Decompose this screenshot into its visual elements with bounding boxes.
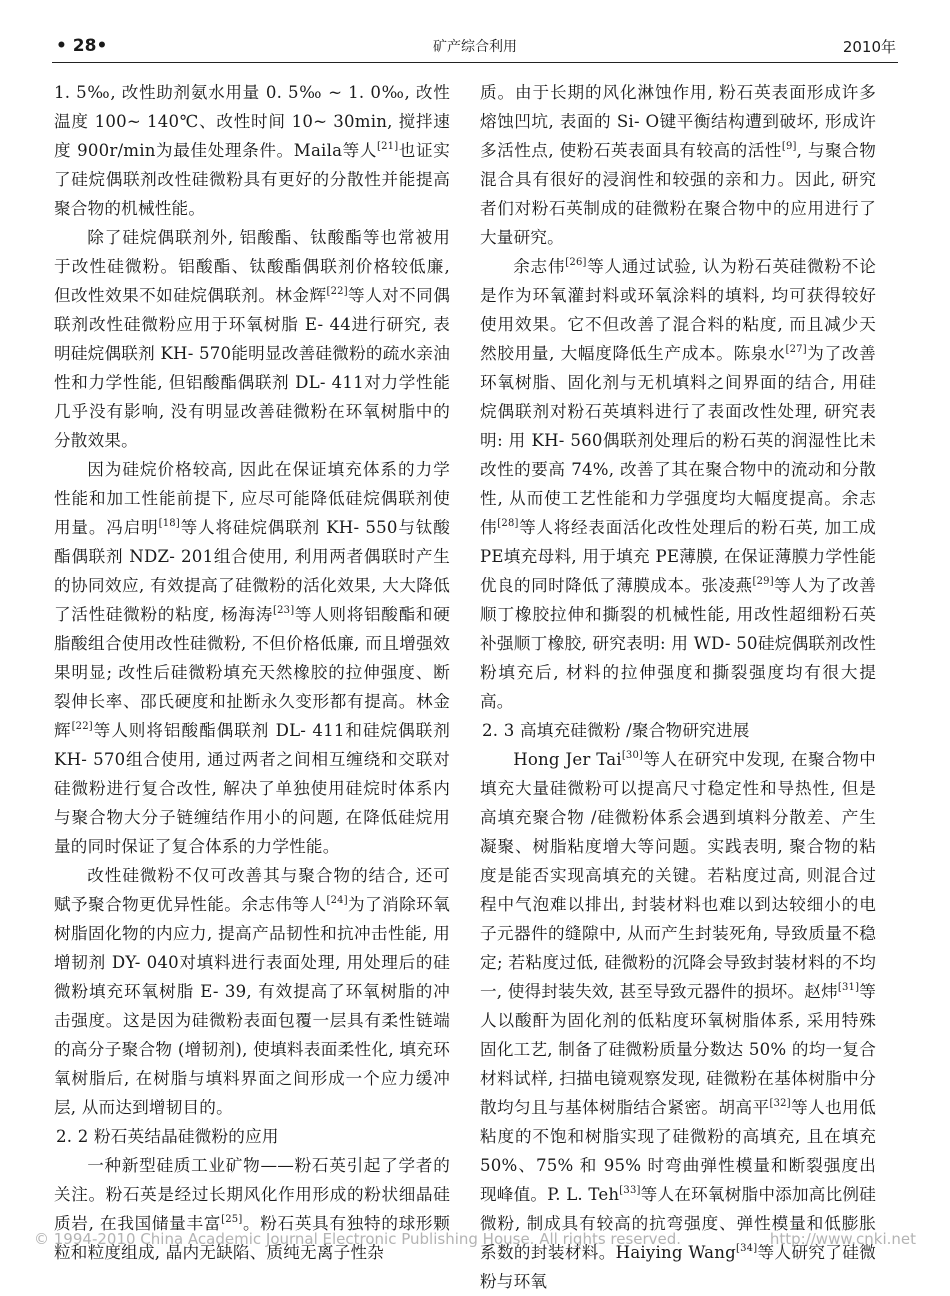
citation-ref: [30] xyxy=(621,750,644,761)
journal-title: 矿产综合利用 xyxy=(433,39,517,55)
page-header xyxy=(52,28,898,63)
citation-ref: [31] xyxy=(837,982,860,993)
paragraph: 一种新型硅质工业矿物——粉石英引起了学者的关注。粉石英是经过长期风化作用形成的粉状细晶硅质岩, 在我国储量丰富[25]。粉石英具有独特的球形颗粒和粒度组成, 晶内无缺陷、质纯无离子性杂 xyxy=(54,1156,451,1262)
citation-ref: [28] xyxy=(497,518,519,529)
citation-ref: [21] xyxy=(377,141,399,152)
left-column xyxy=(54,78,450,1267)
citation-ref: [18] xyxy=(158,518,180,529)
citation-ref: [9] xyxy=(781,141,797,152)
copyright-notice: © 1994-2010 China Academic Journal Electronic Publishing House. All rights reserved. xyxy=(34,1230,682,1248)
publication-year: 2010年 xyxy=(842,38,896,56)
citation-ref: [34] xyxy=(735,1243,758,1254)
citation-ref: [23] xyxy=(273,605,295,616)
paragraph: Hong Jer Tai[30]等人在研究中发现, 在聚合物中填充大量硅微粉可以提高尺寸稳定性和导热性, 但是高填充聚合物 /硅微粉体系会遇到填料分散差、产生凝聚、树脂粘度增大等问题。实践表明, 聚合物的粘度是能否实现高填充的关键。若粘度过高, 则混合过程中气泡难以排出, 封装材料也难以到达较细小的电子元器件的缝隙中, 从而产生封装死角, 导致质量不稳定; 若粘度过低, 硅微粉的沉降会导致封装材料的不均一, 使得封装失效, 甚至导致元器件的损坏。赵炜[31]等人以酸酐为固化剂的低粘度环氧树脂体系, 采用特殊固化工艺, 制备了硅微粉质量分数达 50% 的均一复合材料试样, 扫描电镜观察发现, 硅微粉在基体树脂中分散均匀且与基体树脂结合紧密。胡高平[32]等人也用低粘度的不饱和树脂实现了硅微粉的高填充, 且在填充 50%、75% 和 95% 时弯曲弹性模量和断裂强度出现峰值。P. L. Teh[33]等人在环氧树脂中添加高比例硅微粉, 制成具有较高的抗弯强度、弹性模量和低膨胀系数的封装材料。Haiying Wang[34]等人研究了硅微粉与环氧 xyxy=(480,750,877,1291)
citation-ref: [32] xyxy=(769,1098,791,1109)
citation-ref: [25] xyxy=(221,1214,243,1225)
citation-ref: [29] xyxy=(752,576,774,587)
citation-ref: [33] xyxy=(619,1185,641,1196)
paragraph: 质。由于长期的风化淋蚀作用, 粉石英表面形成许多熔蚀凹坑, 表面的 Si- O键平衡结构遭到破坏, 形成许多活性点, 使粉石英表面具有较高的活性[9], 与聚合物混合具有很好的浸润性和较强的亲和力。因此, 研究者们对粉石英制成的硅微粉在聚合物中的应用进行了大量研究。 xyxy=(480,83,876,247)
paragraph: 改性硅微粉不仅可改善其与聚合物的结合, 还可赋予聚合物更优异性能。余志伟等人[24]为了消除环氧树脂固化物的内应力, 提高产品韧性和抗冲击性能, 用增韧剂 DY- 040对填料进行表面处理, 用处理后的硅微粉填充环氧树脂 E- 39, 有效提高了环氧树脂的冲击强度。这是因为硅微粉表面包覆一层具有柔性链端的高分子聚合物 (增韧剂), 使填料表面柔性化, 填充环氧树脂后, 在树脂与填料界面之间形成一个应力缓冲层, 从而达到增韧目的。 xyxy=(54,866,450,1117)
paragraph: 1. 5‰, 改性助剂氨水用量 0. 5‰ ~ 1. 0‰, 改性温度 100~ 140℃、改性时间 10~ 30min, 搅拌速度 900r/min为最佳处理条件。Maila等人[21]也证实了硅烷偶联剂改性硅微粉具有更好的分散性并能提高聚合物的机械性能。 xyxy=(54,83,450,218)
page-number: • 28• xyxy=(56,36,108,56)
paragraph: 余志伟[26]等人通过试验, 认为粉石英硅微粉不论是作为环氧灌封料或环氧涂料的填料, 均可获得较好使用效果。它不但改善了混合料的粘度, 而且减少天然胶用量, 大幅度降低生产成本。陈泉水[27]为了改善环氧树脂、固化剂与无机填料之间界面的结合, 用硅烷偶联剂对粉石英填料进行了表面改性处理, 研究表明: 用 KH- 560偶联剂处理后的粉石英的润湿性比未改性的要高 74%, 改善了其在聚合物中的流动和分散性, 从而使工艺性能和力学强度均大幅度提高。余志伟[28]等人将经表面活化改性处理后的粉石英, 加工成 PE填充母料, 用于填充 PE薄膜, 在保证薄膜力学性能优良的同时降低了薄膜成本。张凌燕[29]等人为了改善顺丁橡胶拉伸和撕裂的机械性能, 用改性超细粉石英补强顺丁橡胶, 研究表明: 用 WD- 50硅烷偶联剂改性粉填充后, 材料的拉伸强度和撕裂强度均有很大提高。 xyxy=(480,257,876,711)
paragraph: 除了硅烷偶联剂外, 铝酸酯、钛酸酯等也常被用于改性硅微粉。铝酸酯、钛酸酯偶联剂价格较低廉, 但改性效果不如硅烷偶联剂。林金辉[22]等人对不同偶联剂改性硅微粉应用于环氧树脂 E- 44进行研究, 表明硅烷偶联剂 KH- 570能明显改善硅微粉的疏水亲油性和力学性能, 但铝酸酯偶联剂 DL- 411对力学性能几乎没有影响, 没有明显改善硅微粉在环氧树脂中的分散效果。 xyxy=(54,228,450,450)
section-heading-2-3: 2. 3 高填充硅微粉 /聚合物研究进展 xyxy=(482,721,750,740)
right-column xyxy=(480,78,876,1296)
citation-ref: [27] xyxy=(785,344,807,355)
citation-ref: [22] xyxy=(71,721,93,732)
citation-ref: [22] xyxy=(326,286,348,297)
paragraph: 因为硅烷价格较高, 因此在保证填充体系的力学性能和加工性能前提下, 应尽可能降低硅烷偶联剂使用量。冯启明[18]等人将硅烷偶联剂 KH- 550与钛酸酯偶联剂 NDZ- 201组合使用, 利用两者偶联时产生的协同效应, 有效提高了硅微粉的活化效果, 大大降低了活性硅微粉的粘度, 杨海涛[23]等人则将铝酸酯和硬脂酸组合使用改性硅微粉, 不但价格低廉, 而且增强效果明显; 改性后硅微粉填充天然橡胶的拉伸强度、断裂伸长率、邵氏硬度和扯断永久变形都有提高。林金辉[22]等人则将铝酸酯偶联剂 DL- 411和硅烷偶联剂 KH- 570组合使用, 通过两者之间相互缠绕和交联对硅微粉进行复合改性, 解决了单独使用硅烷时体系内与聚合物大分子链缠结作用小的问题, 在降低硅烷用量的同时保证了复合体系的力学性能。 xyxy=(54,460,451,856)
citation-ref: [24] xyxy=(326,895,348,906)
citation-ref: [26] xyxy=(565,257,587,268)
footer-link[interactable]: http://www.cnki.net xyxy=(769,1230,916,1248)
section-heading-2-2: 2. 2 粉石英结晶硅微粉的应用 xyxy=(56,1127,279,1146)
